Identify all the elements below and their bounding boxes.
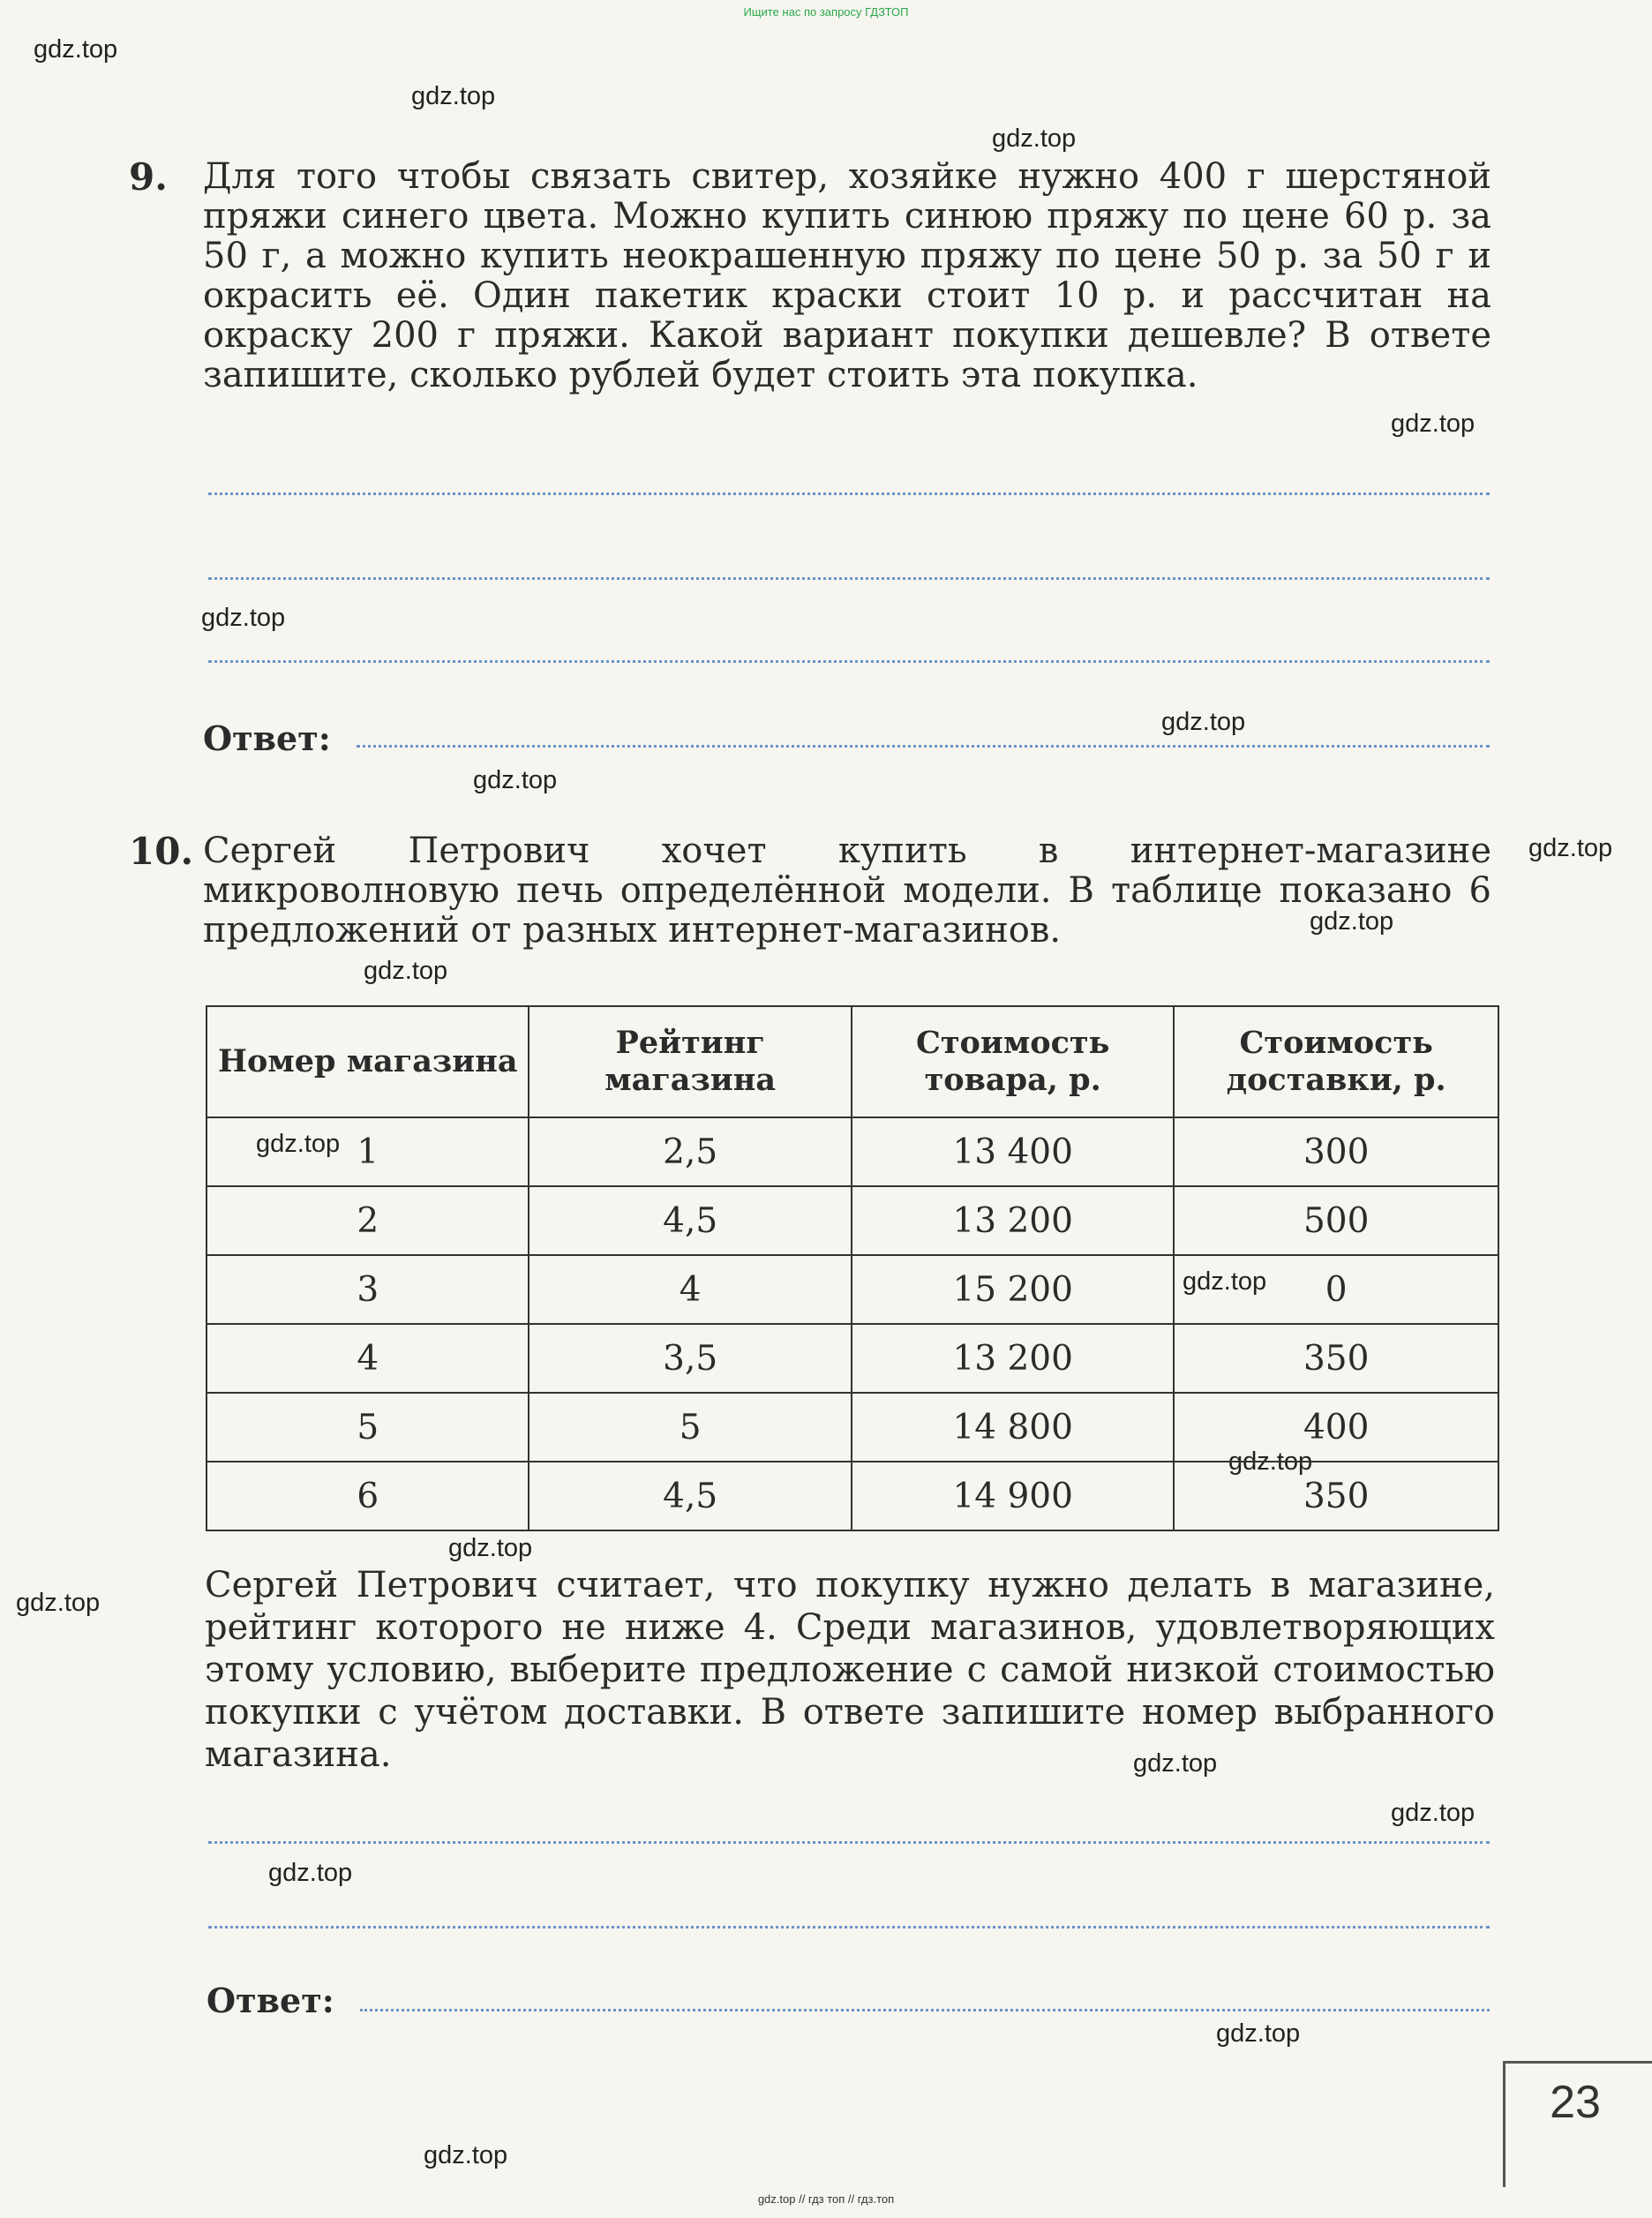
watermark: gdz.top: [256, 1130, 341, 1158]
watermark: gdz.top: [1310, 907, 1394, 936]
cell-delivery-cost: 300: [1174, 1117, 1498, 1186]
watermark: gdz.top: [1183, 1267, 1267, 1296]
cell-rating: 5: [529, 1393, 851, 1462]
watermark: gdz.top: [16, 1589, 101, 1617]
cell-shop-number: 4: [206, 1324, 529, 1393]
watermark: gdz.top: [364, 957, 448, 985]
cell-rating: 4: [529, 1255, 851, 1324]
task-9-number: 9.: [129, 155, 168, 199]
cell-delivery-cost: 400: [1174, 1393, 1498, 1462]
watermark: gdz.top: [1391, 410, 1476, 438]
watermark: gdz.top: [1391, 1799, 1476, 1827]
answer-line[interactable]: [208, 1841, 1490, 1844]
watermark: gdz.top: [992, 124, 1077, 153]
watermark: gdz.top: [1228, 1447, 1313, 1476]
cell-rating: 3,5: [529, 1324, 851, 1393]
header-shop-number: Номер магазина: [206, 1006, 529, 1117]
cell-rating: 4,5: [529, 1186, 851, 1255]
bottom-banner: gdz.top // гдз топ // гдз.топ: [757, 2192, 895, 2206]
watermark: gdz.top: [34, 35, 118, 64]
shops-table: [206, 1005, 1499, 1531]
watermark: gdz.top: [1161, 708, 1246, 736]
task-10-number: 10.: [129, 830, 194, 873]
cell-item-cost: 14 800: [852, 1393, 1175, 1462]
watermark: gdz.top: [1528, 834, 1613, 862]
table-row: [206, 1186, 1498, 1255]
cell-delivery-cost: 350: [1174, 1462, 1498, 1530]
answer-line[interactable]: [208, 577, 1490, 580]
page-number: 23: [1550, 2077, 1601, 2128]
header-shop-rating: Рейтинг магазина: [529, 1006, 851, 1117]
cell-delivery-cost: 350: [1174, 1324, 1498, 1393]
watermark: gdz.top: [424, 2141, 508, 2169]
watermark: gdz.top: [411, 82, 496, 110]
watermark: gdz.top: [473, 766, 558, 794]
cell-delivery-cost: 500: [1174, 1186, 1498, 1255]
header-delivery-cost: Стоимость доставки, р.: [1174, 1006, 1498, 1117]
cell-item-cost: 13 200: [852, 1324, 1175, 1393]
table-row: [206, 1462, 1498, 1530]
cell-item-cost: 14 900: [852, 1462, 1175, 1530]
answer-line[interactable]: [208, 1926, 1490, 1929]
cell-item-cost: 13 400: [852, 1117, 1175, 1186]
table-row: [206, 1393, 1498, 1462]
task-9-answer-field[interactable]: [357, 745, 1490, 748]
answer-line[interactable]: [208, 660, 1490, 663]
cell-delivery-cost: 0: [1174, 1255, 1498, 1324]
table-header-row: [206, 1006, 1498, 1117]
watermark: gdz.top: [1216, 2019, 1301, 2048]
cell-shop-number: 1: [206, 1117, 529, 1186]
task-10-condition-text: Сергей Петрович считает, что покупку нужно делать в магазине, рейтинг которого не ниже 4. Среди магазинов, удовлетворяющих этому условию, выберите предложение с самой низкой стоимостью покупки с учётом доставки. В ответе запишите номер выбранного магазина.: [205, 1565, 1495, 1775]
watermark: gdz.top: [448, 1534, 533, 1562]
table-row: [206, 1324, 1498, 1393]
table-row: [206, 1255, 1498, 1324]
task-9-text: Для того чтобы связать свитер, хозяйке нужно 400 г шерстяной пряжи синего цвета. Можно купить синюю пряжу по цене 60 р. за 50 г, а можно купить неокрашенную пряжу по цене 50 р. за 50 г и окрасить её. Один пакетик краски стоит 10 р. и рассчитан на окраску 200 г пряжи. Какой вариант покупки дешевле? В ответе запишите, сколько рублей будет стоить эта покупка.: [203, 156, 1491, 395]
task-10-answer-field[interactable]: [360, 2009, 1490, 2011]
watermark: gdz.top: [268, 1859, 353, 1887]
top-banner: Ищите нас по запросу ГДЗТОП: [743, 5, 909, 19]
watermark: gdz.top: [1133, 1749, 1218, 1778]
cell-rating: 4,5: [529, 1462, 851, 1530]
cell-shop-number: 5: [206, 1393, 529, 1462]
cell-item-cost: 15 200: [852, 1255, 1175, 1324]
task-10-answer-label: Ответ:: [206, 1981, 334, 2020]
table-row: [206, 1117, 1498, 1186]
header-item-cost: Стоимость товара, р.: [852, 1006, 1175, 1117]
cell-rating: 2,5: [529, 1117, 851, 1186]
answer-line[interactable]: [208, 492, 1490, 495]
cell-shop-number: 6: [206, 1462, 529, 1530]
cell-shop-number: 2: [206, 1186, 529, 1255]
watermark: gdz.top: [201, 604, 286, 632]
task-9-answer-label: Ответ:: [203, 718, 331, 758]
cell-item-cost: 13 200: [852, 1186, 1175, 1255]
task-10-text: Сергей Петрович хочет купить в интернет-магазине микроволновую печь определённой модели. В таблице показано 6 предложений от разных интернет-магазинов.: [203, 831, 1491, 951]
cell-shop-number: 3: [206, 1255, 529, 1324]
